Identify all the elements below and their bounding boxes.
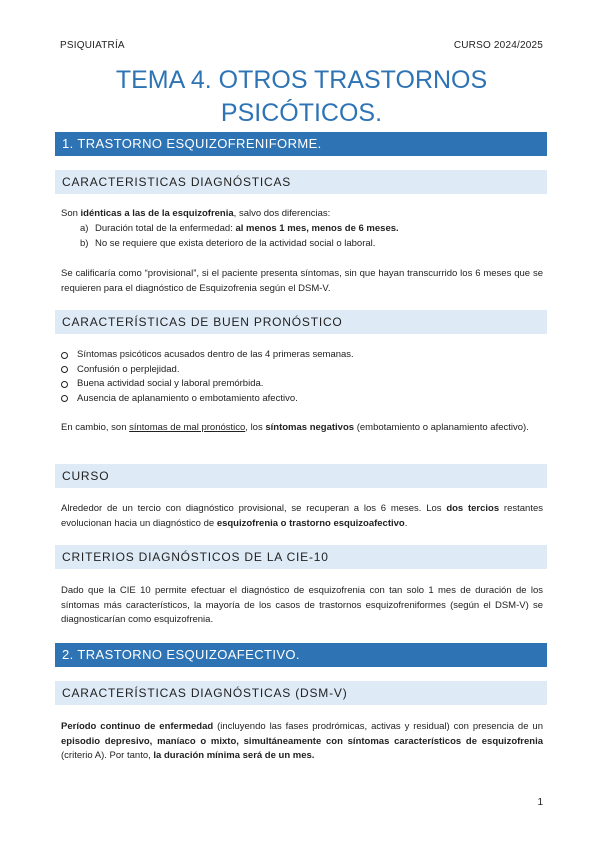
provisional-note: Se calificaría como “provisional”, si el paciente presenta síntomas, sin que hayan transcurrido los 6 meses que se requieren para el diagnóstico de Esquizofrenia según el DSM-V. (61, 268, 543, 294)
section-1-sub-4-heading: CRITERIOS DIAGNÓSTICOS DE LA CIE-10 (55, 545, 547, 569)
differences-list (80, 222, 540, 251)
list-item (61, 348, 541, 363)
course-bold-2: esquizofrenia o trastorno esquizoafectivo (216, 517, 405, 529)
sa-b: (incluyendo las fases prodrómicas, activas y residual) con presencia de un (213, 721, 543, 732)
section-1-sub-1-heading: CARACTERISTICAS DIAGNÓSTICAS (55, 170, 547, 194)
section-1-heading: 1. TRASTORNO ESQUIZOFRENIFORME. (55, 132, 547, 156)
section-2-heading: 2. TRASTORNO ESQUIZOAFECTIVO. (55, 643, 547, 667)
bullet-icon (61, 352, 68, 359)
note-bold: síntomas negativos (265, 422, 355, 433)
cie10-text: Dado que la CIE 10 permite efectuar el diagnóstico de esquizofrenia con tan solo 1 mes de duración de los síntomas más característicos, la mayoría de los casos de trastornos esquizofreniformes (según el DSM-V) se diagnosticarían como esquizofrenia. (61, 585, 543, 625)
bullet-icon (61, 395, 68, 402)
course-text (61, 502, 543, 531)
item-text: Buena actividad social y laboral premórbida. (77, 378, 264, 389)
schizoaffective-text (61, 720, 543, 764)
item-marker: b) (80, 237, 89, 249)
note-underlined: síntomas de mal pronóstico (129, 422, 246, 433)
list-item (80, 222, 540, 237)
page-title (60, 64, 543, 130)
intro-bold: idénticas a las de la esquizofrenia (80, 208, 234, 219)
course-e: . (404, 517, 408, 529)
title-line-2: PSICÓTICOS. (220, 99, 383, 127)
course-a: Alrededor de un tercio con diagnóstico provisional, se recuperan a los 6 meses. Los (61, 503, 447, 514)
intro-text-c: , salvo dos diferencias: (233, 208, 331, 219)
item-text: Duración total de la enfermedad: (95, 223, 236, 234)
bullet-icon (61, 366, 68, 373)
list-item (61, 392, 541, 407)
section-2-sub-1-heading: CARACTERÍSTICAS DIAGNÓSTICAS (DSM-V) (55, 681, 547, 705)
section-1-sub-2-heading: CARACTERÍSTICAS DE BUEN PRONÓSTICO (55, 310, 547, 334)
diagnostic-intro (61, 207, 543, 222)
item-text: Ausencia de aplanamiento o embotamiento afectivo. (77, 392, 298, 404)
sa-d: (criterio A). Por tanto, (61, 750, 154, 761)
sa-bold-2: episodio depresivo, maníaco o mixto, simultáneamente con síntomas característicos de esquizofrenia (61, 735, 543, 747)
note-c: , los (245, 422, 266, 433)
sa-bold-1: Período continuo de enfermedad (61, 721, 214, 732)
bad-prognosis-note (61, 421, 543, 436)
good-prognosis-list (61, 348, 541, 406)
section-1-sub-3-heading: CURSO (55, 464, 547, 488)
title-line-1: TEMA 4. OTROS TRASTORNOS (115, 66, 488, 94)
list-item (80, 237, 540, 252)
bullet-icon (61, 381, 68, 388)
item-bold: al menos 1 mes, menos de 6 meses. (235, 223, 399, 234)
item-text: No se requiere que exista deterioro de la actividad social o laboral. (95, 237, 376, 249)
page-header (60, 40, 543, 51)
item-text: Síntomas psicóticos acusados dentro de las 4 primeras semanas. (77, 349, 354, 360)
intro-text-a: Son (61, 208, 81, 219)
page-number: 1 (537, 797, 543, 808)
course-c: restantes evolucionan hacia un diagnóstico de (61, 503, 543, 529)
course-bold-1: dos tercios (446, 503, 500, 514)
note-a: En cambio, son (61, 422, 130, 433)
item-marker: a) (80, 223, 89, 234)
header-course: CURSO 2024/2025 (453, 40, 543, 51)
note-e: (embotamiento o aplanamiento afectivo). (354, 422, 529, 433)
header-subject: PSIQUIATRÍA (60, 40, 125, 51)
list-item (61, 377, 541, 392)
sa-bold-3: la duración mínima será de un mes. (153, 750, 315, 761)
list-item (61, 363, 541, 378)
item-text: Confusión o perplejidad. (77, 363, 180, 375)
